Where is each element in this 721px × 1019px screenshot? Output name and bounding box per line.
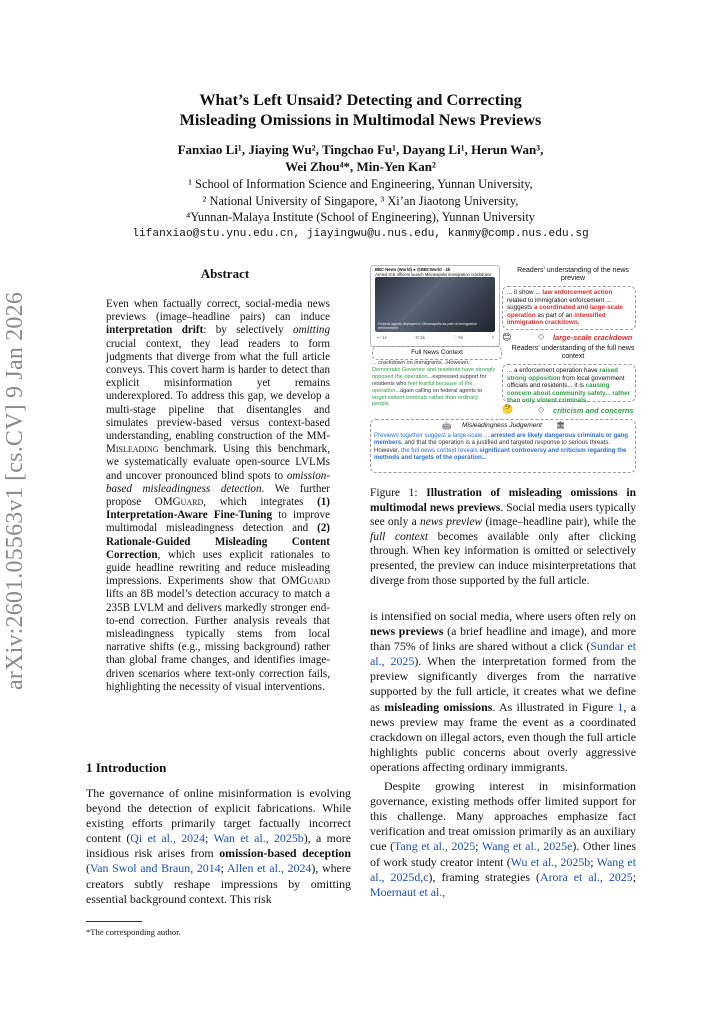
paragraph — [370, 609, 636, 775]
card-headline: Armed ICE officers launch Minneapolis immigration crackdown — [375, 271, 492, 277]
emoji-face-icon: 😊 — [502, 332, 512, 342]
news-preview-card — [370, 265, 500, 347]
body-text: ; — [632, 869, 636, 884]
caption-term: news preview — [419, 516, 483, 529]
method-name: uard — [307, 575, 330, 588]
robot-icon: 🤖 — [442, 421, 452, 430]
authors-line-2: Wei Zhou⁴*, Min-Yen Kan² — [285, 159, 436, 174]
body-text: (a brief headline and image), and more than 75% of links are shared without a click ( — [370, 624, 636, 654]
repost-count: ⟲ 2k — [414, 335, 425, 340]
preview-understanding-header: Readers’ understanding of the news preview — [517, 267, 629, 282]
citation-link[interactable]: Van Swol and Braun, 2014 — [89, 861, 221, 876]
body-text: ). When the interpretation formed from the preview significantly diverges from the narrative supported by the full article, it creates what we define as — [370, 654, 636, 714]
citation-link[interactable]: Wang et al., 2025e — [481, 839, 573, 854]
citation-link[interactable]: Arora et al., 2025 — [540, 869, 633, 884]
body-text: ). Other lines of work study creator intent ( — [370, 839, 636, 869]
bubble-highlight: a coordinated and large-scale operation — [507, 304, 623, 319]
body-text: ; — [590, 854, 597, 869]
caption-text: (image–headline pair), while the — [482, 516, 636, 529]
judgement-highlight: arrested are likely dangerous criminals or gang members — [374, 432, 629, 447]
author-list — [0, 141, 721, 175]
title-line-2: Misleading Omissions in Multimodal News Previews — [179, 111, 542, 129]
footnote: *The corresponding author. — [86, 927, 181, 937]
title-line-1: What’s Left Unsaid? Detecting and Correcting — [199, 91, 522, 109]
judgement-highlight: the full news context reveals — [401, 446, 478, 454]
body-text: ; — [475, 839, 482, 854]
full-context-tag: criticism and concerns — [553, 406, 634, 415]
abstract-body — [106, 298, 330, 694]
abstract-text: . We further propose OMG — [106, 482, 330, 509]
figure-ref-link[interactable]: 1 — [617, 699, 624, 714]
citation-link[interactable]: Tang et al., 2025 — [394, 839, 476, 854]
body-text: is intensified on social media, where users often rely on — [370, 609, 636, 623]
bubble-highlight: raised strong opposition — [507, 367, 618, 382]
intro-text: ; — [220, 861, 227, 876]
abstract-contribution-1: (1) Interpretation-Aware Fine-Tuning — [106, 496, 330, 522]
bubble-text: related to immigration enforcement ... suggests — [507, 296, 612, 312]
caption-label: Figure 1: — [370, 487, 427, 499]
intro-paragraph — [86, 786, 351, 907]
full-context-text — [372, 360, 496, 408]
intro-text: ), a more insidious risk arises from — [86, 831, 351, 861]
like-count: ♡ 5k — [452, 335, 464, 340]
body-text: ), framing strategies ( — [428, 869, 541, 884]
judgement-highlight: Previews together suggest a large-scale ... — [374, 432, 491, 439]
body-term: misleading omissions — [384, 699, 493, 714]
bubble-highlight: law enforcement action — [542, 289, 613, 296]
abstract-text: benchmark. Using this benchmark, we systematically evaluate open-source LVLMs and uncover pronounced blind spots to — [106, 443, 330, 482]
intro-text: ( — [86, 861, 90, 876]
full-understanding-header: Readers’ understanding of the full news context — [511, 345, 635, 360]
affiliation-1: ¹ School of Information Science and Engineering, Yunnan University, — [188, 177, 533, 191]
intro-text: The governance of online misinformation is evolving beyond the detection of explicit fabrications. While existing efforts primarily target factually incorrect content ( — [86, 786, 351, 846]
context-highlight: feel fearful because of the operation — [372, 380, 473, 394]
tag-icon: ◇ — [538, 405, 545, 414]
paper-title — [0, 90, 721, 130]
context-highlight: Democratic Governor and residents have strongly opposed the operation — [372, 366, 496, 380]
preview-tag: large-scale crackdown — [553, 333, 633, 342]
preview-understanding-bubble — [502, 286, 636, 330]
bubble-text: ... a enforcement operation have — [507, 367, 600, 374]
authors-line-1: Fanxiao Li¹, Jiaying Wu², Tingchao Fu¹, Dayang Li¹, Herun Wan³, — [177, 142, 544, 157]
section-heading-introduction: 1 Introduction — [86, 760, 167, 775]
author-emails: lifanxiao@stu.ynu.edu.cn, jiayingwu@u.nus.edu, kanmy@comp.nus.edu.sg — [132, 228, 589, 240]
abstract-heading: Abstract — [200, 266, 250, 281]
photo-caption: Federal agents deployed in Minneapolis as part of immigration enforcement — [378, 322, 478, 330]
context-text: ... crackdown on immigrants...However, — [372, 360, 470, 366]
benchmark-name: Misleading — [106, 443, 159, 456]
affiliation-3: ⁴Yunnan-Malaya Institute (School of Engineering), Yunnan University — [186, 210, 535, 224]
bubble-text: as part of an — [535, 311, 575, 319]
share-icon: ⇪ — [491, 335, 495, 340]
bubble-text: ... it show ... — [507, 289, 543, 296]
footnote-rule — [86, 921, 142, 922]
abstract-text: crucial context, they lead readers to form judgments that diverge from what the full article conveys. This covert harm is harder to detect than explicit misinformation yet remains underexplored. To address this gap, we develop a multi-stage pipeline that disentangles and simulates preview-based versus context-based understanding, enabling construction of the MM- — [106, 337, 330, 443]
bubble-highlight: causing concern about community safety... rather than only violent criminals. — [507, 382, 631, 405]
context-text: ...expressed support for residents who — [372, 373, 487, 387]
abstract-text: : by selectively — [203, 324, 294, 337]
abstract-term-drift: interpretation drift — [106, 324, 204, 337]
caption-term: full context — [370, 530, 429, 543]
citation-link[interactable]: Moernaut et al., — [370, 884, 446, 899]
body-text: . As illustrated in Figure — [492, 699, 618, 714]
full-context-label: Full News Context — [372, 346, 502, 360]
abstract-text: to improve multimodal misleadingness detection and — [106, 509, 331, 535]
right-column-body — [370, 609, 636, 900]
caption-title: Illustration of misleading omissions in multimodal news previews — [370, 487, 636, 514]
abstract-contribution-2: (2) Rationale-Guided Misleading Content Correction — [106, 522, 330, 561]
abstract-text: , which integrates — [203, 496, 318, 509]
intro-text: ; — [205, 831, 214, 846]
citation-link[interactable]: Wan et al., 2025b — [213, 831, 304, 846]
body-term: news previews — [370, 624, 444, 639]
body-text: Despite growing interest in misinformation governance, existing methods offer limited support for this challenge. Many approaches emphasize fact verification and treat omission primarily as an auxiliary cue ( — [370, 779, 636, 854]
citation-link[interactable]: Qi et al., 2024 — [130, 831, 206, 846]
citation-link[interactable]: Wu et al., 2025b — [510, 854, 591, 869]
method-name: uard — [180, 496, 204, 509]
arxiv-identifier: arXiv:2601.05563v1 [cs.CV] 9 Jan 2026 — [2, 291, 28, 690]
tag-icon: ◇ — [538, 332, 545, 341]
citation-link[interactable]: Sundar et al., 2025 — [370, 639, 636, 669]
judgement-highlight: significant controversy and criticism regarding the methods and targets of the operation... — [374, 446, 627, 462]
affiliations — [0, 176, 721, 226]
figure-caption — [370, 486, 636, 588]
card-source: BBC News (World) ● @BBCWorld · 4h — [375, 267, 451, 272]
paragraph — [370, 779, 636, 900]
caption-text: . Social media users typically see only a — [370, 501, 637, 529]
judgement-text — [374, 432, 632, 462]
emoji-face-icon: 🤔 — [502, 404, 514, 414]
intro-term: omission-based deception — [219, 846, 351, 861]
caption-text: becomes available only after clicking through. When key information is omitted or selectively presented, the preview can induce misinterpretations that diverge from those supported by the full article. — [370, 530, 636, 587]
abstract-text: Even when factually correct, social-media news previews (image–headline pairs) can induce — [106, 298, 330, 324]
abstract-text: , which uses explicit rationales to guide headline rewriting and reduce misleading impressions. Experiments show that OMG — [106, 548, 330, 588]
context-text: ...again calling on federal agents to — [395, 387, 483, 394]
citation-link[interactable]: Allen et al., 2024 — [226, 861, 312, 876]
bubble-highlight: intensified immigration crackdown. — [507, 311, 606, 327]
reply-count: ↩ 1k — [377, 335, 387, 340]
figure-1 — [370, 265, 636, 473]
body-text: , a news preview may frame the event as a coordinated crackdown on illegal actors, even though the full article highlights public concerns about overly aggressive operations affecting ordinary immigrants. — [370, 699, 636, 774]
robot-icon: 🏛 — [556, 422, 565, 429]
abstract-term-omitting: omitting — [293, 324, 331, 337]
abstract-term-blindspot: omission-based misleadingness detection — [106, 469, 330, 495]
bubble-text: from local government officials and residents... it is — [507, 374, 625, 390]
intro-text: ), where creators subtly reshape impressions by omitting essential background context. This risk — [86, 861, 352, 906]
citation-link[interactable]: Wang et al., 2025d,c — [370, 854, 637, 884]
card-stats — [377, 335, 495, 341]
full-understanding-bubble — [502, 364, 636, 405]
news-photo — [375, 277, 495, 332]
context-highlight: target violent criminals rather than ordinary people. — [372, 394, 479, 408]
judgement-plain: , and that the operation is a justified and targeted response to serious threats. However, — [374, 439, 611, 454]
affiliation-2: ² National University of Singapore, ³ Xi’an Jiaotong University, — [202, 193, 519, 208]
abstract-text: lifts an 8B model’s detection accuracy to match a 235B LVLM and delivers markedly stronger end-to-end correction. Further analysis reveals that misleadingness typically stems from local narrative shifts (e.g., missing background) rather than global frame changes, and identifies image-driven scenarios where text-only correction fails, highlighting the necessity of visual interventions. — [106, 588, 330, 693]
judgement-label: Misleadingness Judgement — [462, 422, 542, 429]
